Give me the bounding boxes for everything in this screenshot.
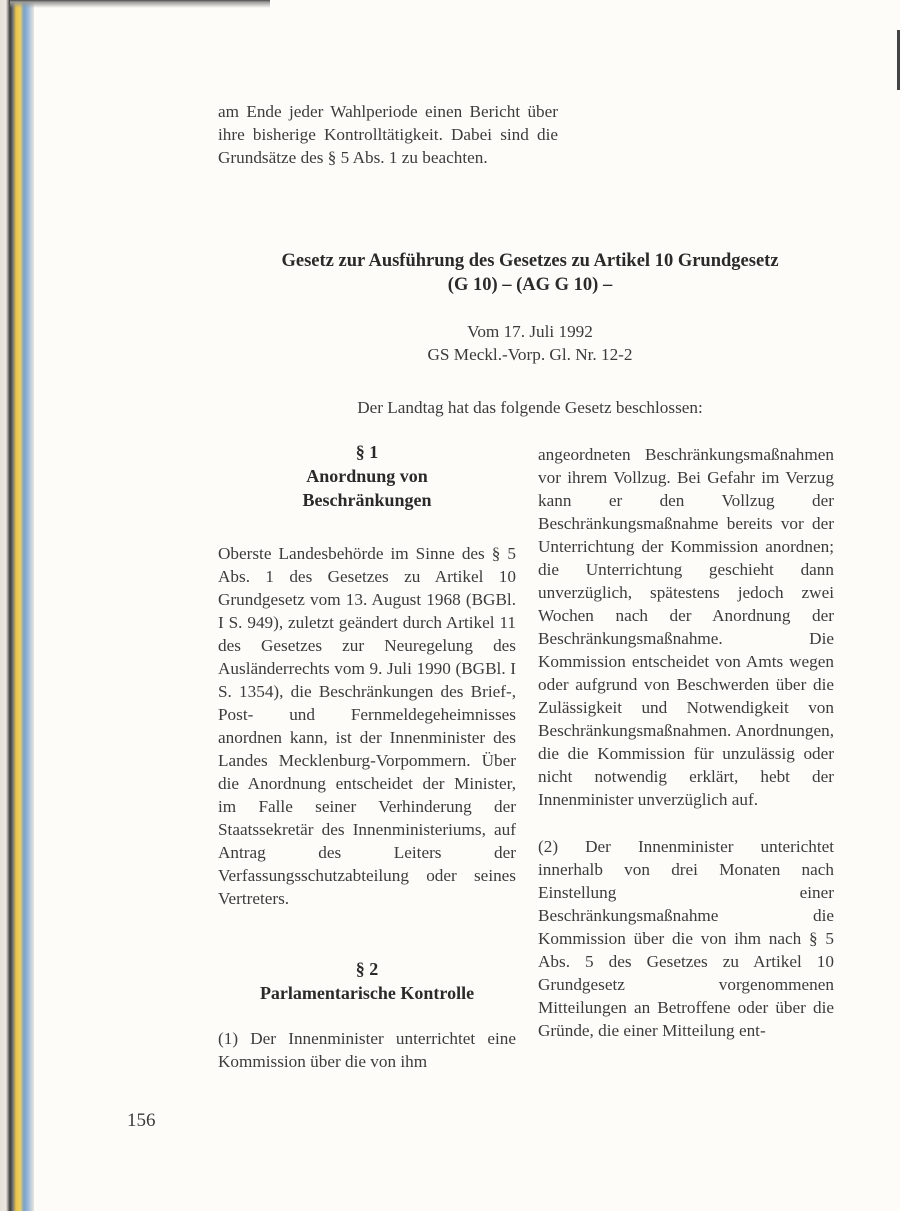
intro-paragraph: [218, 100, 558, 169]
right-column: [538, 443, 834, 1042]
law-date: Vom 17. Juli 1992: [467, 322, 593, 341]
section1-title-line2: Beschränkungen: [302, 490, 432, 510]
section1-body: Oberste Landesbehörde im Sinne des § 5 Abs. 1 des Gesetzes zu Artikel 10 Grundgesetz vom 13. August 1968 (BGBl. I S. 949), zuletzt geändert durch Artikel 11 des Gesetzes zur Neuregelung des Ausländerrechts vom 9. Juli 1990 (BGBl. I S. 1354), die Beschränkungen des Brief-, Post- und Fernmeldegeheimnisses anordnen kann, ist der Innenminister des Landes Mecklenburg-Vorpommern. Über die Anordnung entscheidet der Minister, im Falle seiner Verhinderung der Staatssekretär des Innenministeriums, auf Antrag des Leiters der Verfassungsschutzabteilung oder seines Vertreters.: [218, 544, 516, 908]
page-binding-edge: [0, 0, 34, 1211]
law-preamble: Der Landtag hat das folgende Gesetz beschlossen:: [357, 398, 703, 417]
section2-para1-continued: angeordneten Beschränkungsmaßnahmen vor ihrem Vollzug. Bei Gefahr im Verzug kann er den Vollzug der Beschränkungsmaßnahme bereits vor der Unterrichtung der Kommission anordnen; die Unterrichtung geschieht dann unverzüglich, spätestens jedoch zwei Wochen nach der Anordnung der Beschränkungsmaßnahme. Die Kommission entscheidet von Amts wegen oder aufgrund von Beschwerden über die Zulässigkeit und Notwendigkeit von Beschränkungsmaßnahmen. Anordnungen, die die Kommission für unzulässig oder nicht notwendig erklärt, hebt der Innenminister unverzüglich auf.: [538, 445, 834, 809]
section1-title-line1: Anordnung von: [306, 466, 428, 486]
page-top-edge: [10, 0, 270, 8]
section1-number: § 1: [355, 442, 379, 462]
law-meta: [200, 320, 860, 366]
intro-text: am Ende jeder Wahlperiode einen Bericht über ihre bisherige Kontrolltätigkeit. Dabei sind die Grundsätze des § 5 Abs. 1 zu beachten.: [218, 102, 558, 167]
section2-title: Parlamentarische Kontrolle: [259, 983, 475, 1003]
left-column: [218, 440, 516, 1073]
law-title: [200, 249, 860, 297]
law-title-line2: (G 10) – (AG G 10) –: [447, 275, 613, 295]
section2-number: § 2: [355, 959, 379, 979]
law-reference: GS Meckl.-Vorp. Gl. Nr. 12-2: [427, 345, 633, 364]
law-title-line1: Gesetz zur Ausführung des Gesetzes zu Artikel 10 Grundgesetz: [281, 251, 779, 271]
section2-para2: (2) Der Innenminister unterichtet innerhalb von drei Monaten nach Einstellung einer Beschränkungsmaßnahme die Kommission über die von ihm nach § 5 Abs. 5 des Gesetzes zu Artikel 10 Grundgesetz vorgenommenen Mitteilungen an Betroffene oder über die Gründe, die einer Mitteilung ent-: [538, 837, 834, 1040]
section2-para1-start: (1) Der Innenminister unterrichtet eine Kommission über die von ihm: [218, 1029, 516, 1071]
page-number: 156: [127, 1110, 156, 1131]
